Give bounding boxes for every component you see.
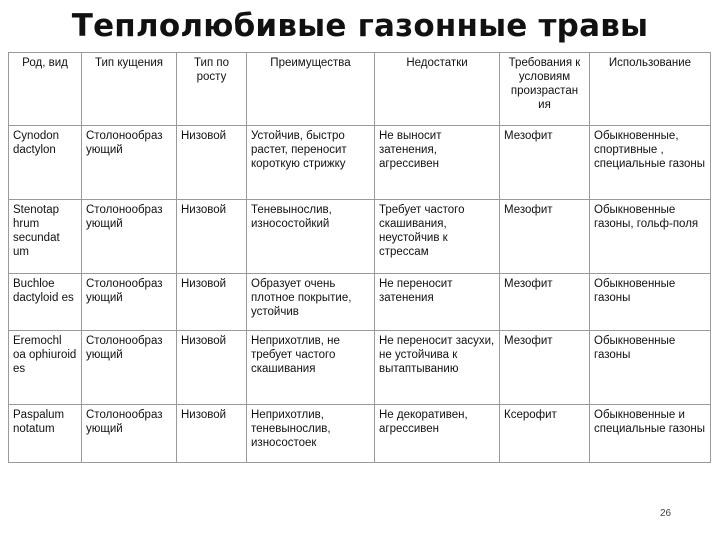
cell-advantages: Образует очень плотное покрытие, устойчив <box>247 274 375 331</box>
cell-growth-type: Низовой <box>177 126 247 200</box>
cell-requirements: Мезофит <box>500 331 590 405</box>
cell-requirements: Мезофит <box>500 126 590 200</box>
cell-tillering: Столонообраз ующий <box>82 200 177 274</box>
header-usage: Использование <box>590 53 711 126</box>
header-genus: Род, вид <box>9 53 82 126</box>
cell-tillering: Столонообраз ующий <box>82 331 177 405</box>
table-row <box>9 331 711 405</box>
cell-tillering: Столонообраз ующий <box>82 405 177 463</box>
table-row <box>9 200 711 274</box>
cell-genus: Eremochl oa ophiuroid es <box>9 331 82 405</box>
table-header-row <box>9 53 711 126</box>
header-tillering: Тип кущения <box>82 53 177 126</box>
cell-genus: Buchloe dactyloid es <box>9 274 82 331</box>
cell-disadvantages: Не переносит затенения <box>375 274 500 331</box>
cell-usage: Обыкновенные и специальные газоны <box>590 405 711 463</box>
cell-disadvantages: Не выносит затенения, агрессивен <box>375 126 500 200</box>
cell-advantages: Теневынослив, износостойкий <box>247 200 375 274</box>
table-row <box>9 405 711 463</box>
header-requirements: Требования к условиям произрастан ия <box>500 53 590 126</box>
cell-usage: Обыкновенные газоны <box>590 331 711 405</box>
cell-usage: Обыкновенные, спортивные , специальные газоны <box>590 126 711 200</box>
cell-advantages: Устойчив, быстро растет, переносит короткую стрижку <box>247 126 375 200</box>
header-advantages: Преимущества <box>247 53 375 126</box>
table-row <box>9 126 711 200</box>
table-row <box>9 274 711 331</box>
cell-requirements: Мезофит <box>500 200 590 274</box>
cell-genus: Cynodon dactylon <box>9 126 82 200</box>
cell-disadvantages: Не декоративен, агрессивен <box>375 405 500 463</box>
cell-genus: Paspalum notatum <box>9 405 82 463</box>
header-growth-type: Тип по росту <box>177 53 247 126</box>
cell-disadvantages: Не переносит засухи, не устойчива к вытаптыванию <box>375 331 500 405</box>
cell-growth-type: Низовой <box>177 405 247 463</box>
page-title: Теплолюбивые газонные травы <box>71 8 649 44</box>
cell-advantages: Неприхотлив, не требует частого скашивания <box>247 331 375 405</box>
cell-growth-type: Низовой <box>177 200 247 274</box>
cell-genus: Stenotap hrum secundat um <box>9 200 82 274</box>
cell-growth-type: Низовой <box>177 331 247 405</box>
cell-advantages: Неприхотлив, теневынослив, износостоек <box>247 405 375 463</box>
cell-tillering: Столонообраз ующий <box>82 126 177 200</box>
cell-requirements: Мезофит <box>500 274 590 331</box>
cell-growth-type: Низовой <box>177 274 247 331</box>
page-number: 26 <box>660 508 672 519</box>
cell-usage: Обыкновенные газоны <box>590 274 711 331</box>
cell-disadvantages: Требует частого скашивания, неустойчив к стрессам <box>375 200 500 274</box>
header-disadvantages: Недостатки <box>375 53 500 126</box>
cell-usage: Обыкновенные газоны, гольф-поля <box>590 200 711 274</box>
grasses-table <box>8 52 711 463</box>
cell-requirements: Ксерофит <box>500 405 590 463</box>
cell-tillering: Столонообраз ующий <box>82 274 177 331</box>
